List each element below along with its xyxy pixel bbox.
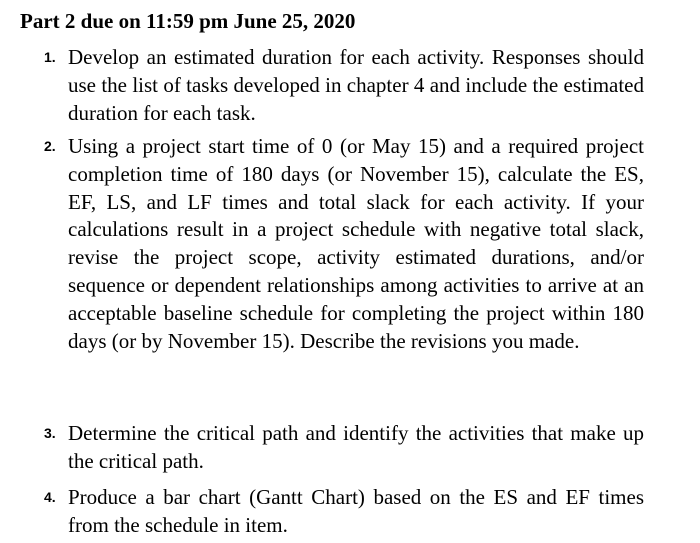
task-text: Develop an estimated duration for each activity. Responses should use the list of tasks developed in chapter 4 and include the estimated duration for each task. <box>68 45 644 125</box>
task-number: 4. <box>44 489 56 505</box>
task-item-3 <box>44 420 644 476</box>
task-number: 3. <box>44 425 56 441</box>
task-text: Produce a bar chart (Gantt Chart) based on the ES and EF times from the schedule in item. <box>68 485 644 537</box>
task-number: 2. <box>44 138 56 154</box>
task-text: Determine the critical path and identify the activities that make up the critical path. <box>68 421 644 473</box>
task-text: Using a project start time of 0 (or May 15) and a required project completion time of 180 days (or November 15), calculate the ES, EF, LS, and LF times and total slack for each activity. If your calculations result in a project schedule with negative total slack, revise the project scope, activity estimated durations, and/or sequence or dependent relationships among activities to arrive at an acceptable baseline schedule for completing the project within 180 days (or by November 15). Describe the revisions you made. <box>68 134 644 353</box>
task-item-4 <box>44 484 644 540</box>
task-item-2 <box>44 133 644 355</box>
task-item-1 <box>44 44 644 127</box>
page-title: Part 2 due on 11:59 pm June 25, 2020 <box>20 9 356 33</box>
task-number: 1. <box>44 49 56 65</box>
